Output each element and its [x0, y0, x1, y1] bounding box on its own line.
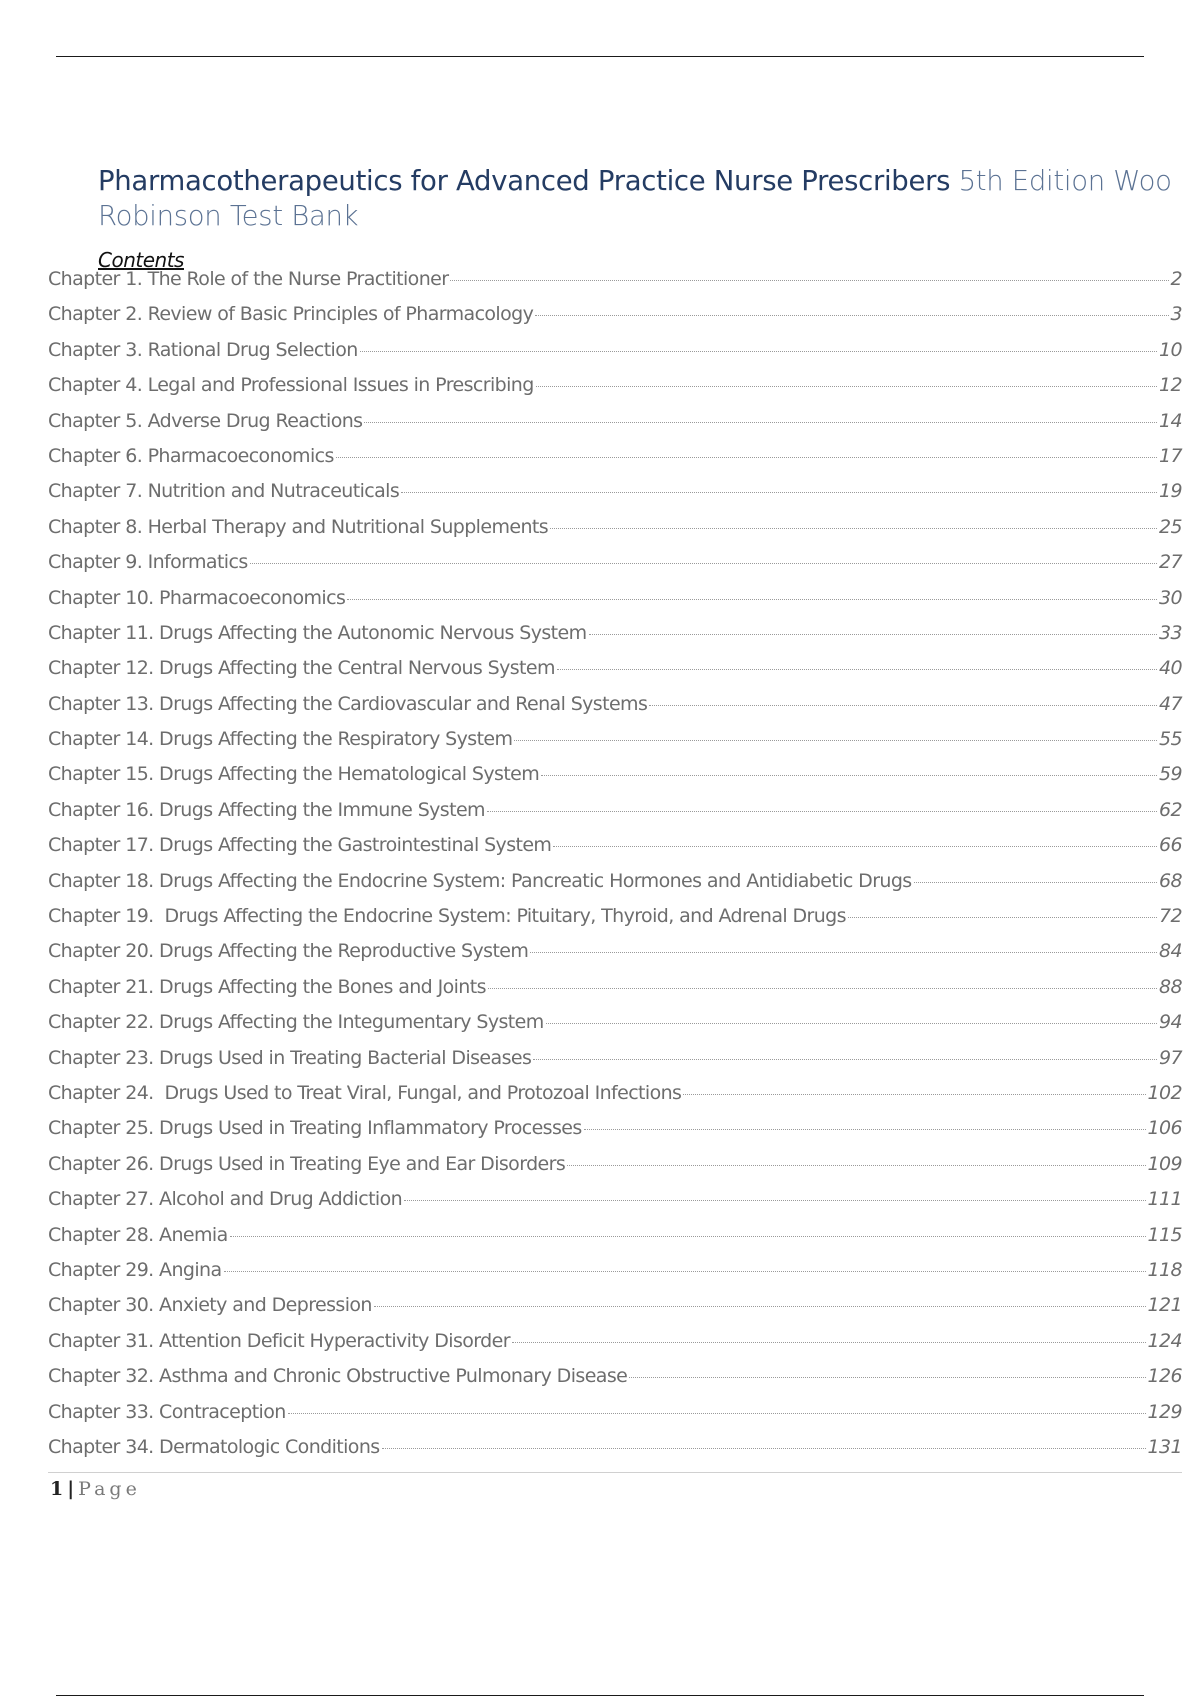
toc-entry-title: Chapter 6. Pharmacoeconomics — [48, 444, 334, 467]
toc-entry[interactable] — [48, 587, 1182, 622]
toc-entry[interactable] — [48, 1011, 1182, 1046]
toc-entry-title: Chapter 30. Anxiety and Depression — [48, 1294, 372, 1317]
toc-dot-leader — [512, 1342, 1146, 1343]
toc-entry-page: 118 — [1147, 1258, 1182, 1281]
toc-entry[interactable] — [48, 940, 1182, 975]
toc-entry[interactable] — [48, 976, 1182, 1011]
toc-entry-page: 27 — [1159, 551, 1182, 574]
toc-entry-page: 17 — [1159, 444, 1182, 467]
toc-entry-page: 40 — [1159, 657, 1182, 680]
table-of-contents — [48, 268, 1182, 1471]
toc-entry-title: Chapter 11. Drugs Affecting the Autonomic Nervous System — [48, 621, 587, 644]
toc-entry-page: 111 — [1147, 1188, 1182, 1211]
contents-heading: Contents — [98, 248, 184, 272]
toc-entry-title: Chapter 8. Herbal Therapy and Nutritional Supplements — [48, 515, 549, 538]
toc-entry-page: 129 — [1147, 1400, 1182, 1423]
toc-dot-leader — [848, 917, 1157, 918]
toc-entry-title: Chapter 20. Drugs Affecting the Reproductive System — [48, 940, 529, 963]
toc-entry[interactable] — [48, 1330, 1182, 1365]
toc-dot-leader — [553, 846, 1157, 847]
toc-entry-title: Chapter 25. Drugs Used in Treating Inflammatory Processes — [48, 1117, 582, 1140]
toc-entry-page: 131 — [1147, 1435, 1182, 1458]
toc-entry-page: 62 — [1159, 798, 1182, 821]
toc-entry-title: Chapter 34. Dermatologic Conditions — [48, 1435, 380, 1458]
toc-dot-leader — [450, 280, 1168, 281]
toc-dot-leader — [629, 1377, 1145, 1378]
toc-entry-title: Chapter 28. Anemia — [48, 1223, 228, 1246]
document-title-edition: 5th Edition Woo Robinson Test Bank — [98, 165, 1172, 232]
toc-entry[interactable] — [48, 1224, 1182, 1259]
toc-entry-page: 12 — [1159, 374, 1182, 397]
toc-entry[interactable] — [48, 1082, 1182, 1117]
toc-dot-leader — [250, 563, 1157, 564]
toc-entry-title: Chapter 12. Drugs Affecting the Central Nervous System — [48, 657, 555, 680]
toc-entry-page: 88 — [1159, 975, 1182, 998]
toc-entry-page: 25 — [1159, 515, 1182, 538]
toc-entry-title: Chapter 29. Angina — [48, 1258, 222, 1281]
toc-entry[interactable] — [48, 728, 1182, 763]
toc-entry[interactable] — [48, 1259, 1182, 1294]
toc-dot-leader — [535, 315, 1168, 316]
toc-dot-leader — [224, 1271, 1146, 1272]
toc-entry[interactable] — [48, 268, 1182, 303]
toc-dot-leader — [584, 1129, 1146, 1130]
toc-entry-title: Chapter 31. Attention Deficit Hyperactivity Disorder — [48, 1329, 510, 1352]
toc-entry-page: 121 — [1147, 1294, 1182, 1317]
toc-entry-title: Chapter 10. Pharmacoeconomics — [48, 586, 346, 609]
toc-entry[interactable] — [48, 1188, 1182, 1223]
toc-entry[interactable] — [48, 480, 1182, 515]
toc-entry-title: Chapter 32. Asthma and Chronic Obstructive Pulmonary Disease — [48, 1365, 628, 1388]
toc-dot-leader — [541, 775, 1157, 776]
toc-entry-page: 126 — [1147, 1365, 1182, 1388]
toc-entry-page: 14 — [1159, 409, 1182, 432]
toc-dot-leader — [487, 811, 1157, 812]
toc-entry-title: Chapter 23. Drugs Used in Treating Bacterial Diseases — [48, 1046, 532, 1069]
page-separator: | — [67, 1478, 75, 1500]
document-title — [98, 164, 1178, 234]
toc-entry[interactable] — [48, 1365, 1182, 1400]
toc-entry-title: Chapter 24. Drugs Used to Treat Viral, Fungal, and Protozoal Infections — [48, 1081, 682, 1104]
toc-entry-page: 109 — [1147, 1152, 1182, 1175]
toc-entry-title: Chapter 9. Informatics — [48, 551, 248, 574]
toc-entry-page: 115 — [1147, 1223, 1182, 1246]
toc-entry[interactable] — [48, 622, 1182, 657]
toc-entry-title: Chapter 14. Drugs Affecting the Respiratory System — [48, 728, 513, 751]
toc-entry[interactable] — [48, 1153, 1182, 1188]
toc-dot-leader — [360, 351, 1157, 352]
toc-dot-leader — [567, 1165, 1145, 1166]
toc-dot-leader — [230, 1236, 1146, 1237]
toc-dot-leader — [683, 1094, 1145, 1095]
toc-dot-leader — [336, 457, 1157, 458]
toc-entry-page: 84 — [1159, 940, 1182, 963]
toc-entry-title: Chapter 1. The Role of the Nurse Practitioner — [48, 268, 449, 290]
toc-entry-title: Chapter 33. Contraception — [48, 1400, 286, 1423]
toc-entry-title: Chapter 2. Review of Basic Principles of Pharmacology — [48, 303, 534, 326]
top-rule — [56, 56, 1144, 57]
toc-entry-page: 59 — [1159, 763, 1182, 786]
toc-entry[interactable] — [48, 551, 1182, 586]
toc-entry[interactable] — [48, 763, 1182, 798]
toc-entry[interactable] — [48, 657, 1182, 692]
toc-dot-leader — [364, 422, 1157, 423]
toc-entry-page: 97 — [1159, 1046, 1182, 1069]
toc-dot-leader — [488, 988, 1157, 989]
toc-entry[interactable] — [48, 374, 1182, 409]
toc-entry[interactable] — [48, 445, 1182, 480]
toc-entry-title: Chapter 15. Drugs Affecting the Hematological System — [48, 763, 540, 786]
bottom-rule — [56, 1695, 1144, 1696]
toc-entry-title: Chapter 16. Drugs Affecting the Immune System — [48, 798, 485, 821]
toc-dot-leader — [914, 882, 1157, 883]
toc-entry[interactable] — [48, 1117, 1182, 1152]
toc-entry[interactable] — [48, 303, 1182, 338]
toc-entry-page: 72 — [1159, 905, 1182, 928]
toc-entry-page: 68 — [1159, 869, 1182, 892]
toc-dot-leader — [589, 634, 1157, 635]
toc-entry[interactable] — [48, 870, 1182, 905]
toc-dot-leader — [514, 740, 1157, 741]
toc-entry-page: 2 — [1170, 268, 1182, 290]
toc-entry[interactable] — [48, 1401, 1182, 1436]
toc-entry-page: 33 — [1159, 621, 1182, 644]
toc-dot-leader — [288, 1413, 1146, 1414]
toc-entry-page: 3 — [1170, 303, 1182, 326]
toc-entry-page: 94 — [1159, 1011, 1182, 1034]
toc-entry-title: Chapter 4. Legal and Professional Issues in Prescribing — [48, 374, 534, 397]
toc-entry[interactable] — [48, 834, 1182, 869]
toc-dot-leader — [550, 528, 1157, 529]
toc-entry-title: Chapter 7. Nutrition and Nutraceuticals — [48, 480, 400, 503]
toc-dot-leader — [401, 492, 1157, 493]
toc-entry-title: Chapter 5. Adverse Drug Reactions — [48, 409, 363, 432]
toc-entry-title: Chapter 18. Drugs Affecting the Endocrine System: Pancreatic Hormones and Antidiabetic Drugs — [48, 869, 912, 892]
toc-entry-title: Chapter 21. Drugs Affecting the Bones and Joints — [48, 975, 486, 998]
toc-entry-title: Chapter 19. Drugs Affecting the Endocrine System: Pituitary, Thyroid, and Adrenal Drugs — [48, 905, 846, 928]
toc-entry-title: Chapter 17. Drugs Affecting the Gastrointestinal System — [48, 834, 552, 857]
toc-dot-leader — [347, 599, 1157, 600]
toc-entry-title: Chapter 3. Rational Drug Selection — [48, 338, 358, 361]
toc-dot-leader — [404, 1200, 1145, 1201]
toc-dot-leader — [649, 705, 1157, 706]
toc-entry-title: Chapter 13. Drugs Affecting the Cardiovascular and Renal Systems — [48, 692, 648, 715]
toc-entry[interactable] — [48, 693, 1182, 728]
toc-entry-page: 102 — [1147, 1081, 1182, 1104]
toc-entry[interactable] — [48, 905, 1182, 940]
toc-entry[interactable] — [48, 799, 1182, 834]
toc-entry-page: 47 — [1159, 692, 1182, 715]
toc-entry-title: Chapter 27. Alcohol and Drug Addiction — [48, 1188, 403, 1211]
toc-dot-leader — [546, 1023, 1157, 1024]
toc-entry[interactable] — [48, 1436, 1182, 1471]
toc-dot-leader — [536, 386, 1157, 387]
toc-dot-leader — [533, 1059, 1157, 1060]
toc-dot-leader — [557, 669, 1157, 670]
document-title-main: Pharmacotherapeutics for Advanced Practice Nurse Prescribers — [98, 165, 951, 197]
page-footer — [50, 1478, 141, 1500]
page-label: Page — [78, 1478, 141, 1500]
toc-entry[interactable] — [48, 410, 1182, 445]
toc-entry-page: 106 — [1147, 1117, 1182, 1140]
toc-entry-page: 55 — [1159, 728, 1182, 751]
page-number: 1 — [50, 1478, 64, 1500]
toc-dot-leader — [530, 952, 1157, 953]
toc-entry-title: Chapter 22. Drugs Affecting the Integumentary System — [48, 1011, 544, 1034]
toc-entry-page: 124 — [1147, 1329, 1182, 1352]
toc-entry-page: 66 — [1159, 834, 1182, 857]
toc-entry[interactable] — [48, 1047, 1182, 1082]
toc-dot-leader — [382, 1448, 1146, 1449]
toc-entry-title: Chapter 26. Drugs Used in Treating Eye and Ear Disorders — [48, 1152, 566, 1175]
toc-entry[interactable] — [48, 516, 1182, 551]
toc-entry[interactable] — [48, 339, 1182, 374]
toc-dot-leader — [374, 1306, 1146, 1307]
toc-entry-page: 19 — [1159, 480, 1182, 503]
footer-rule — [48, 1472, 1182, 1473]
toc-entry[interactable] — [48, 1294, 1182, 1329]
toc-entry-page: 30 — [1159, 586, 1182, 609]
toc-entry-page: 10 — [1159, 338, 1182, 361]
